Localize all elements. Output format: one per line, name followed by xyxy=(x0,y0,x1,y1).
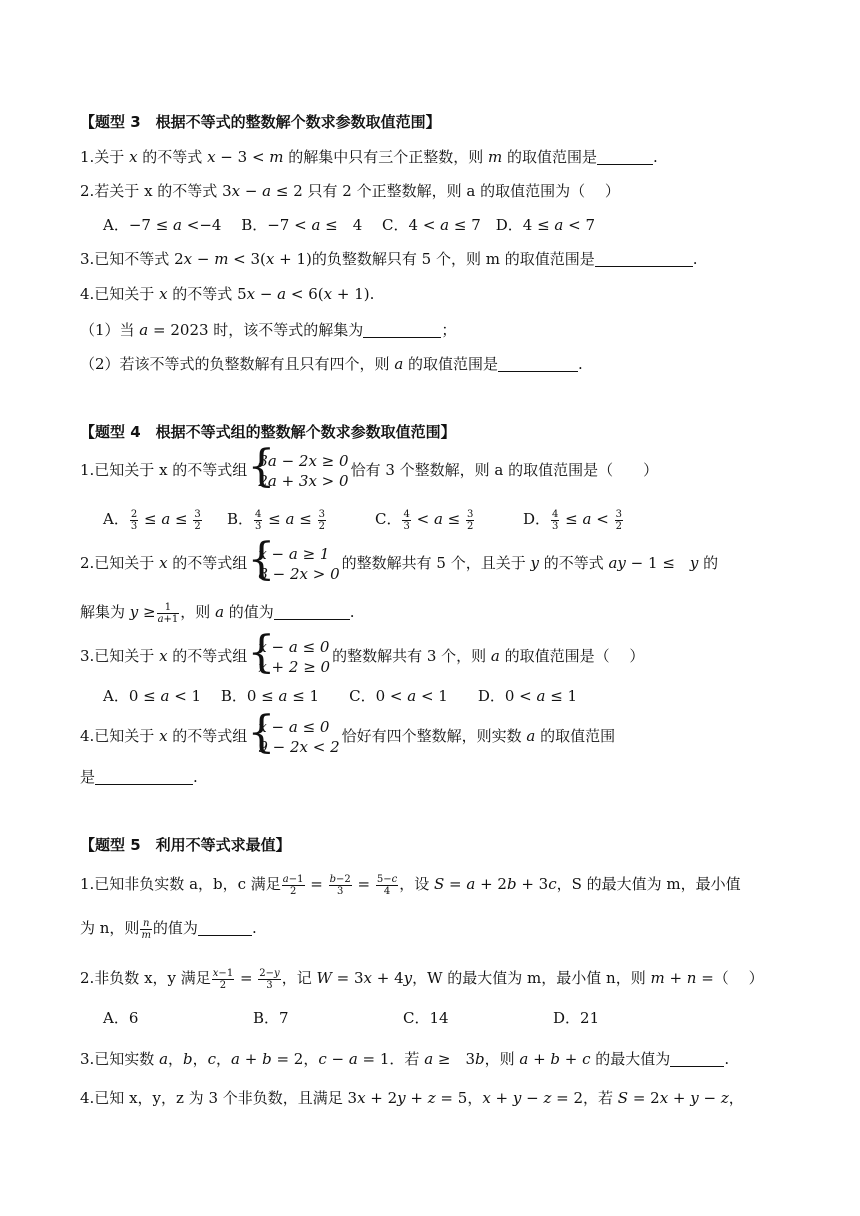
inequality-system: { 𝑥 − 𝑎 ≤ 0 9 − 2𝑥 < 2 xyxy=(249,717,339,757)
s3-question-2-options: A．−7 ≤ 𝑎 <−4 B．−7 < 𝑎 ≤ 4 C．4 < 𝑎 ≤ 7 D．4 ≤ 𝑎 < 7 xyxy=(103,216,596,234)
option-b: B． $\frac{4}{3}$ ≤ 𝑎 ≤ $\frac{3}{2}$ xyxy=(227,508,325,532)
option-a: A． $\frac{2}{3}$ ≤ 𝑎 ≤ $\frac{3}{2}$ xyxy=(103,508,201,532)
s5-question-2-options xyxy=(103,1007,599,1029)
s5-question-1-line-2: 为 n，则 $\frac{\text{𝑛}}{\text{𝑚}}$ 的值为 . xyxy=(80,917,257,941)
s3-question-3: 3.已知不等式 2𝑥 − 𝑚 < 3(𝑥 + 1)的负整数解只有 5 个，则 m 的取值范围是 . xyxy=(80,250,698,268)
inequality-system: { 𝑥 − 𝑎 ≥ 1 8 − 2𝑥 > 0 xyxy=(249,544,339,584)
option-b: B．7 xyxy=(253,1009,289,1027)
answer-blank[interactable] xyxy=(670,1050,724,1067)
s4-question-1-options xyxy=(103,506,624,532)
s4-question-1: 1.已知关于 x 的不等式组 { 3𝑎 − 2𝑥 ≥ 0 2𝑎 + 3𝑥 > 0 恰有 3 个整数解，则 a 的取值范围是（ ） xyxy=(80,450,658,491)
s4-question-4-line-2: 是 . xyxy=(80,768,198,786)
s5-question-3: 3.已知实数 𝑎，𝑏，𝑐，𝑎 + 𝑏 = 2，𝑐 − 𝑎 = 1．若 𝑎 ≥ 3𝑏，则 𝑎 + 𝑏 + 𝑐 的最大值为 . xyxy=(80,1050,730,1068)
s5-question-1: 1.已知非负实数 a，b，c 满足 $\frac{\text{𝑎−1}}{2}$ = $\frac{\text{𝑏−2}}{3}$ = $\frac{\text{5−𝑐}}{4}$ ，设 𝑆 = 𝑎 + 2𝑏 + 3𝑐，S 的最大值为 m，最小值 xyxy=(80,873,741,897)
section-4-title: 【题型 4 根据不等式组的整数解个数求参数取值范围】 xyxy=(80,423,456,441)
answer-blank[interactable] xyxy=(595,250,693,267)
s3-question-2: 2.若关于 x 的不等式 3𝑥 − 𝑎 ≤ 2 只有 2 个正整数解，则 a 的取值范围为（ ） xyxy=(80,182,620,200)
answer-blank[interactable] xyxy=(198,919,252,936)
s3-question-1: 1.关于 𝑥 的不等式 𝑥 − 3 < 𝑚 的解集中只有三个正整数，则 𝑚 的取值范围是 . xyxy=(80,148,658,166)
s4-question-3: 3.已知关于 𝑥 的不等式组 { 𝑥 − 𝑎 ≤ 0 𝑥 + 2 ≥ 0 的整数解共有 3 个，则 𝑎 的取值范围是（ ） xyxy=(80,636,644,677)
s4-question-2-line-2: 解集为 𝑦 ≥ $\frac{1}{\text{𝑎+1}}$ ，则 𝑎 的值为 . xyxy=(80,601,355,625)
answer-blank[interactable] xyxy=(498,355,578,372)
option-c: C． $\frac{4}{3}$ < 𝑎 ≤ $\frac{3}{2}$ xyxy=(375,508,474,532)
option-d: D． $\frac{4}{3}$ ≤ 𝑎 < $\frac{3}{2}$ xyxy=(523,508,622,532)
option-a: A．6 xyxy=(103,1009,139,1027)
inequality-system: { 3𝑎 − 2𝑥 ≥ 0 2𝑎 + 3𝑥 > 0 xyxy=(249,451,348,491)
inequality-system: { 𝑥 − 𝑎 ≤ 0 𝑥 + 2 ≥ 0 xyxy=(249,637,330,677)
s3-question-4-part-1: （1）当 𝑎 = 2023 时，该不等式的解集为 ； xyxy=(80,321,457,339)
option-c: C．14 xyxy=(403,1009,449,1027)
section-5-title: 【题型 5 利用不等式求最值】 xyxy=(80,836,291,854)
s5-question-4: 4.已知 x，y，z 为 3 个非负数，且满足 3𝑥 + 2𝑦 + 𝑧 = 5，𝑥 + 𝑦 − 𝑧 = 2，若 𝑆 = 2𝑥 + 𝑦 − 𝑧， xyxy=(80,1089,744,1107)
s4-question-3-options: A．0 ≤ 𝑎 < 1 B．0 ≤ 𝑎 ≤ 1 C．0 < 𝑎 < 1 D．0 < 𝑎 ≤ 1 xyxy=(103,687,578,705)
answer-blank[interactable] xyxy=(363,321,441,338)
answer-blank[interactable] xyxy=(95,768,193,785)
section-3-title: 【题型 3 根据不等式的整数解个数求参数取值范围】 xyxy=(80,113,441,131)
answer-blank[interactable] xyxy=(274,603,350,620)
s4-question-2: 2.已知关于 𝑥 的不等式组 { 𝑥 − 𝑎 ≥ 1 8 − 2𝑥 > 0 的整数解共有 5 个，且关于 𝑦 的不等式 𝑎𝑦 − 1 ≤ 𝑦 的 xyxy=(80,543,718,584)
s5-question-2: 2.非负数 x，y 满足 $\frac{\text{𝑥−1}}{2}$ = $\frac{\text{2−𝑦}}{3}$ ，记 𝑊 = 3𝑥 + 4𝑦，W 的最大值为 m，最小值 n，则 𝑚 + 𝑛 =（ ） xyxy=(80,967,764,991)
s3-question-4: 4.已知关于 𝑥 的不等式 5𝑥 − 𝑎 < 6(𝑥 + 1). xyxy=(80,285,375,303)
answer-blank[interactable] xyxy=(597,148,653,165)
s4-question-4: 4.已知关于 𝑥 的不等式组 { 𝑥 − 𝑎 ≤ 0 9 − 2𝑥 < 2 恰好有四个整数解，则实数 𝑎 的取值范围 xyxy=(80,716,615,757)
option-d: D．21 xyxy=(553,1009,600,1027)
s3-question-4-part-2: （2）若该不等式的负整数解有且只有四个，则 𝑎 的取值范围是 . xyxy=(80,355,583,373)
